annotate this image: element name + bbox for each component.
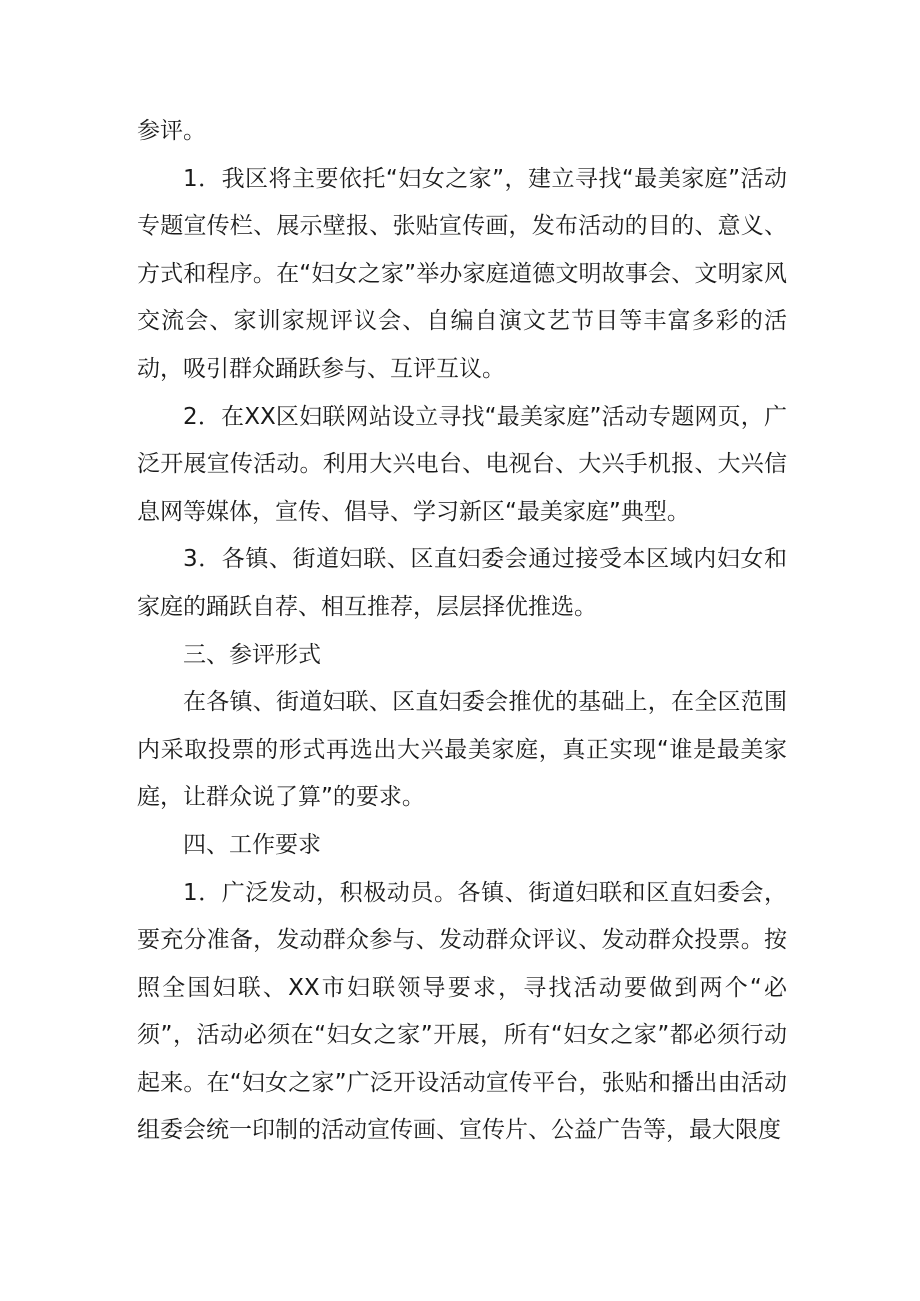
section-heading-3: 三、参评形式 xyxy=(183,641,321,668)
section-heading-4: 四、工作要求 xyxy=(183,831,321,858)
document-body xyxy=(137,108,787,1155)
paragraph-work-req-1: 1．广泛发动，积极动员。各镇、街道妇联和区直妇委会，要充分准备，发动群众参与、发动群众评议、发动群众投票。按照全国妇联、XX市妇联领导要求，寻找活动要做到两个“必须”，活动必须在“妇女之家”开展，所有“妇女之家”都必须行动起来。在“妇女之家”广泛开设活动宣传平台，张贴和播出由活动组委会统一印制的活动宣传画、宣传片、公益广告等，最大限度 xyxy=(137,879,787,1144)
paragraph-continuation: 参评。 xyxy=(137,118,206,144)
paragraph-voting: 在各镇、街道妇联、区直妇委会推优的基础上，在全区范围内采取投票的形式再选出大兴最美家庭，真正实现“谁是最美家庭，让群众说了算”的要求。 xyxy=(137,689,787,811)
paragraph-item-2-website: 2．在XX区妇联网站设立寻找“最美家庭”活动专题网页，广泛开展宣传活动。利用大兴电台、电视台、大兴手机报、大兴信息网等媒体，宣传、倡导、学习新区“最美家庭”典型。 xyxy=(137,403,787,525)
paragraph-item-3-recommend: 3．各镇、街道妇联、区直妇委会通过接受本区域内妇女和家庭的踊跃自荐、相互推荐，层层择优推选。 xyxy=(137,546,787,620)
paragraph-item-1-publicity: 1．我区将主要依托“妇女之家”，建立寻找“最美家庭”活动专题宣传栏、展示壁报、张贴宣传画，发布活动的目的、意义、方式和程序。在“妇女之家”举办家庭道德文明故事会、文明家风交流会、家训家规评议会、自编自演文艺节目等丰富多彩的活动，吸引群众踊跃参与、互评互议。 xyxy=(137,165,787,382)
